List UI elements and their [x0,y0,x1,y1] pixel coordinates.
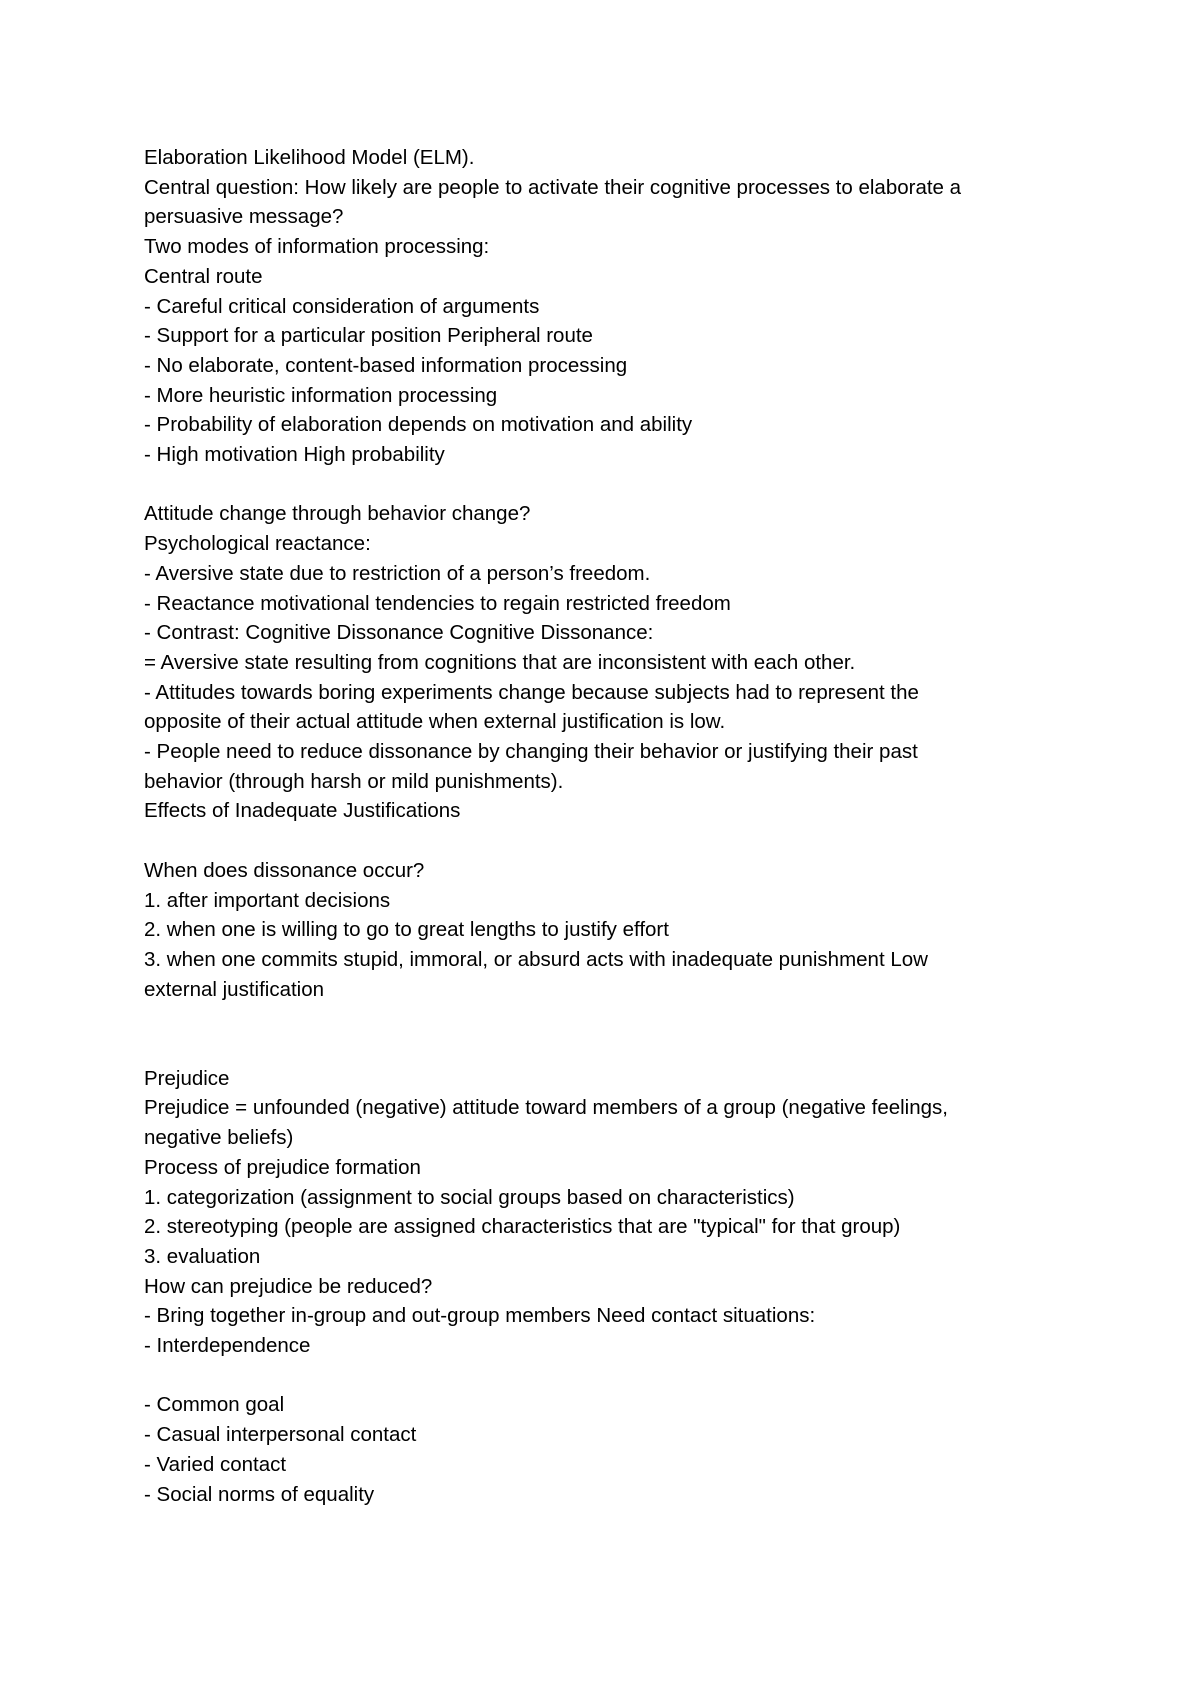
paragraph-gap [144,470,1064,500]
elm-title: Elaboration Likelihood Model (ELM). [144,146,475,169]
section-gap [144,1004,1064,1063]
prejudice-line: Process of prejudice formation [144,1155,421,1179]
elm-central-question-line-1: Central question: How likely are people to activate their cognitive processes to elaborate a [144,175,962,199]
prejudice-heading: Prejudice [144,1066,230,1090]
elm-central-route: Central route [144,264,263,288]
prejudice-line: Prejudice = unfounded (negative) attitude toward members of a group (negative feelings, [144,1096,948,1120]
elm-list-item: - Support for a particular position Peripheral route [144,324,593,348]
reactance-heading: Psychological reactance: [144,532,371,556]
prejudice-line: 1. categorization (assignment to social groups based on characteristics) [144,1185,795,1209]
document-text [144,143,1064,1509]
elm-list-item: - High motivation High probability [144,443,445,467]
paragraph-gap [144,826,1064,856]
dissonance-line: 2. when one is willing to go to great lengths to justify effort [144,918,669,942]
prejudice-contact-item: - Varied contact [144,1452,287,1476]
attitude-line: opposite of their actual attitude when external justification is low. [144,710,726,734]
elm-list-item: - No elaborate, content-based information processing [144,353,628,377]
dissonance-line: external justification [144,977,325,1001]
paragraph-gap [144,1361,1064,1391]
prejudice-line: negative beliefs) [144,1126,294,1150]
prejudice-contact-item: - Social norms of equality [144,1482,375,1506]
prejudice-contact-item: - Common goal [144,1393,285,1417]
attitude-line: - Aversive state due to restriction of a person’s freedom. [144,561,651,585]
elm-central-question-line-2: persuasive message? [144,205,344,229]
dissonance-heading: When does dissonance occur? [144,858,425,882]
elm-two-modes: Two modes of information processing: [144,235,490,259]
elm-list-item: - More heuristic information processing [144,383,498,407]
prejudice-line: How can prejudice be reduced? [144,1274,433,1298]
elm-list-item: - Careful critical consideration of arguments [144,294,540,318]
attitude-line: - Attitudes towards boring experiments change because subjects had to represent the [144,680,919,704]
prejudice-line: - Bring together in-group and out-group members Need contact situations: [144,1304,816,1328]
attitude-line: Effects of Inadequate Justifications [144,799,461,823]
dissonance-line: 1. after important decisions [144,888,391,912]
attitude-line: = Aversive state resulting from cognitions that are inconsistent with each other. [144,650,856,674]
prejudice-line: 2. stereotyping (people are assigned characteristics that are "typical" for that group) [144,1215,901,1239]
elm-list-item: - Probability of elaboration depends on motivation and ability [144,413,693,437]
attitude-line: behavior (through harsh or mild punishments). [144,769,564,793]
attitude-heading: Attitude change through behavior change? [144,502,531,526]
attitude-line: - Reactance motivational tendencies to regain restricted freedom [144,591,731,615]
attitude-line: - People need to reduce dissonance by changing their behavior or justifying their past [144,740,918,764]
prejudice-line: 3. evaluation [144,1244,261,1268]
prejudice-contact-item: - Casual interpersonal contact [144,1423,417,1447]
attitude-line: - Contrast: Cognitive Dissonance Cognitive Dissonance: [144,621,654,645]
dissonance-line: 3. when one commits stupid, immoral, or absurd acts with inadequate punishment Low [144,947,928,971]
prejudice-line: - Interdependence [144,1334,311,1358]
